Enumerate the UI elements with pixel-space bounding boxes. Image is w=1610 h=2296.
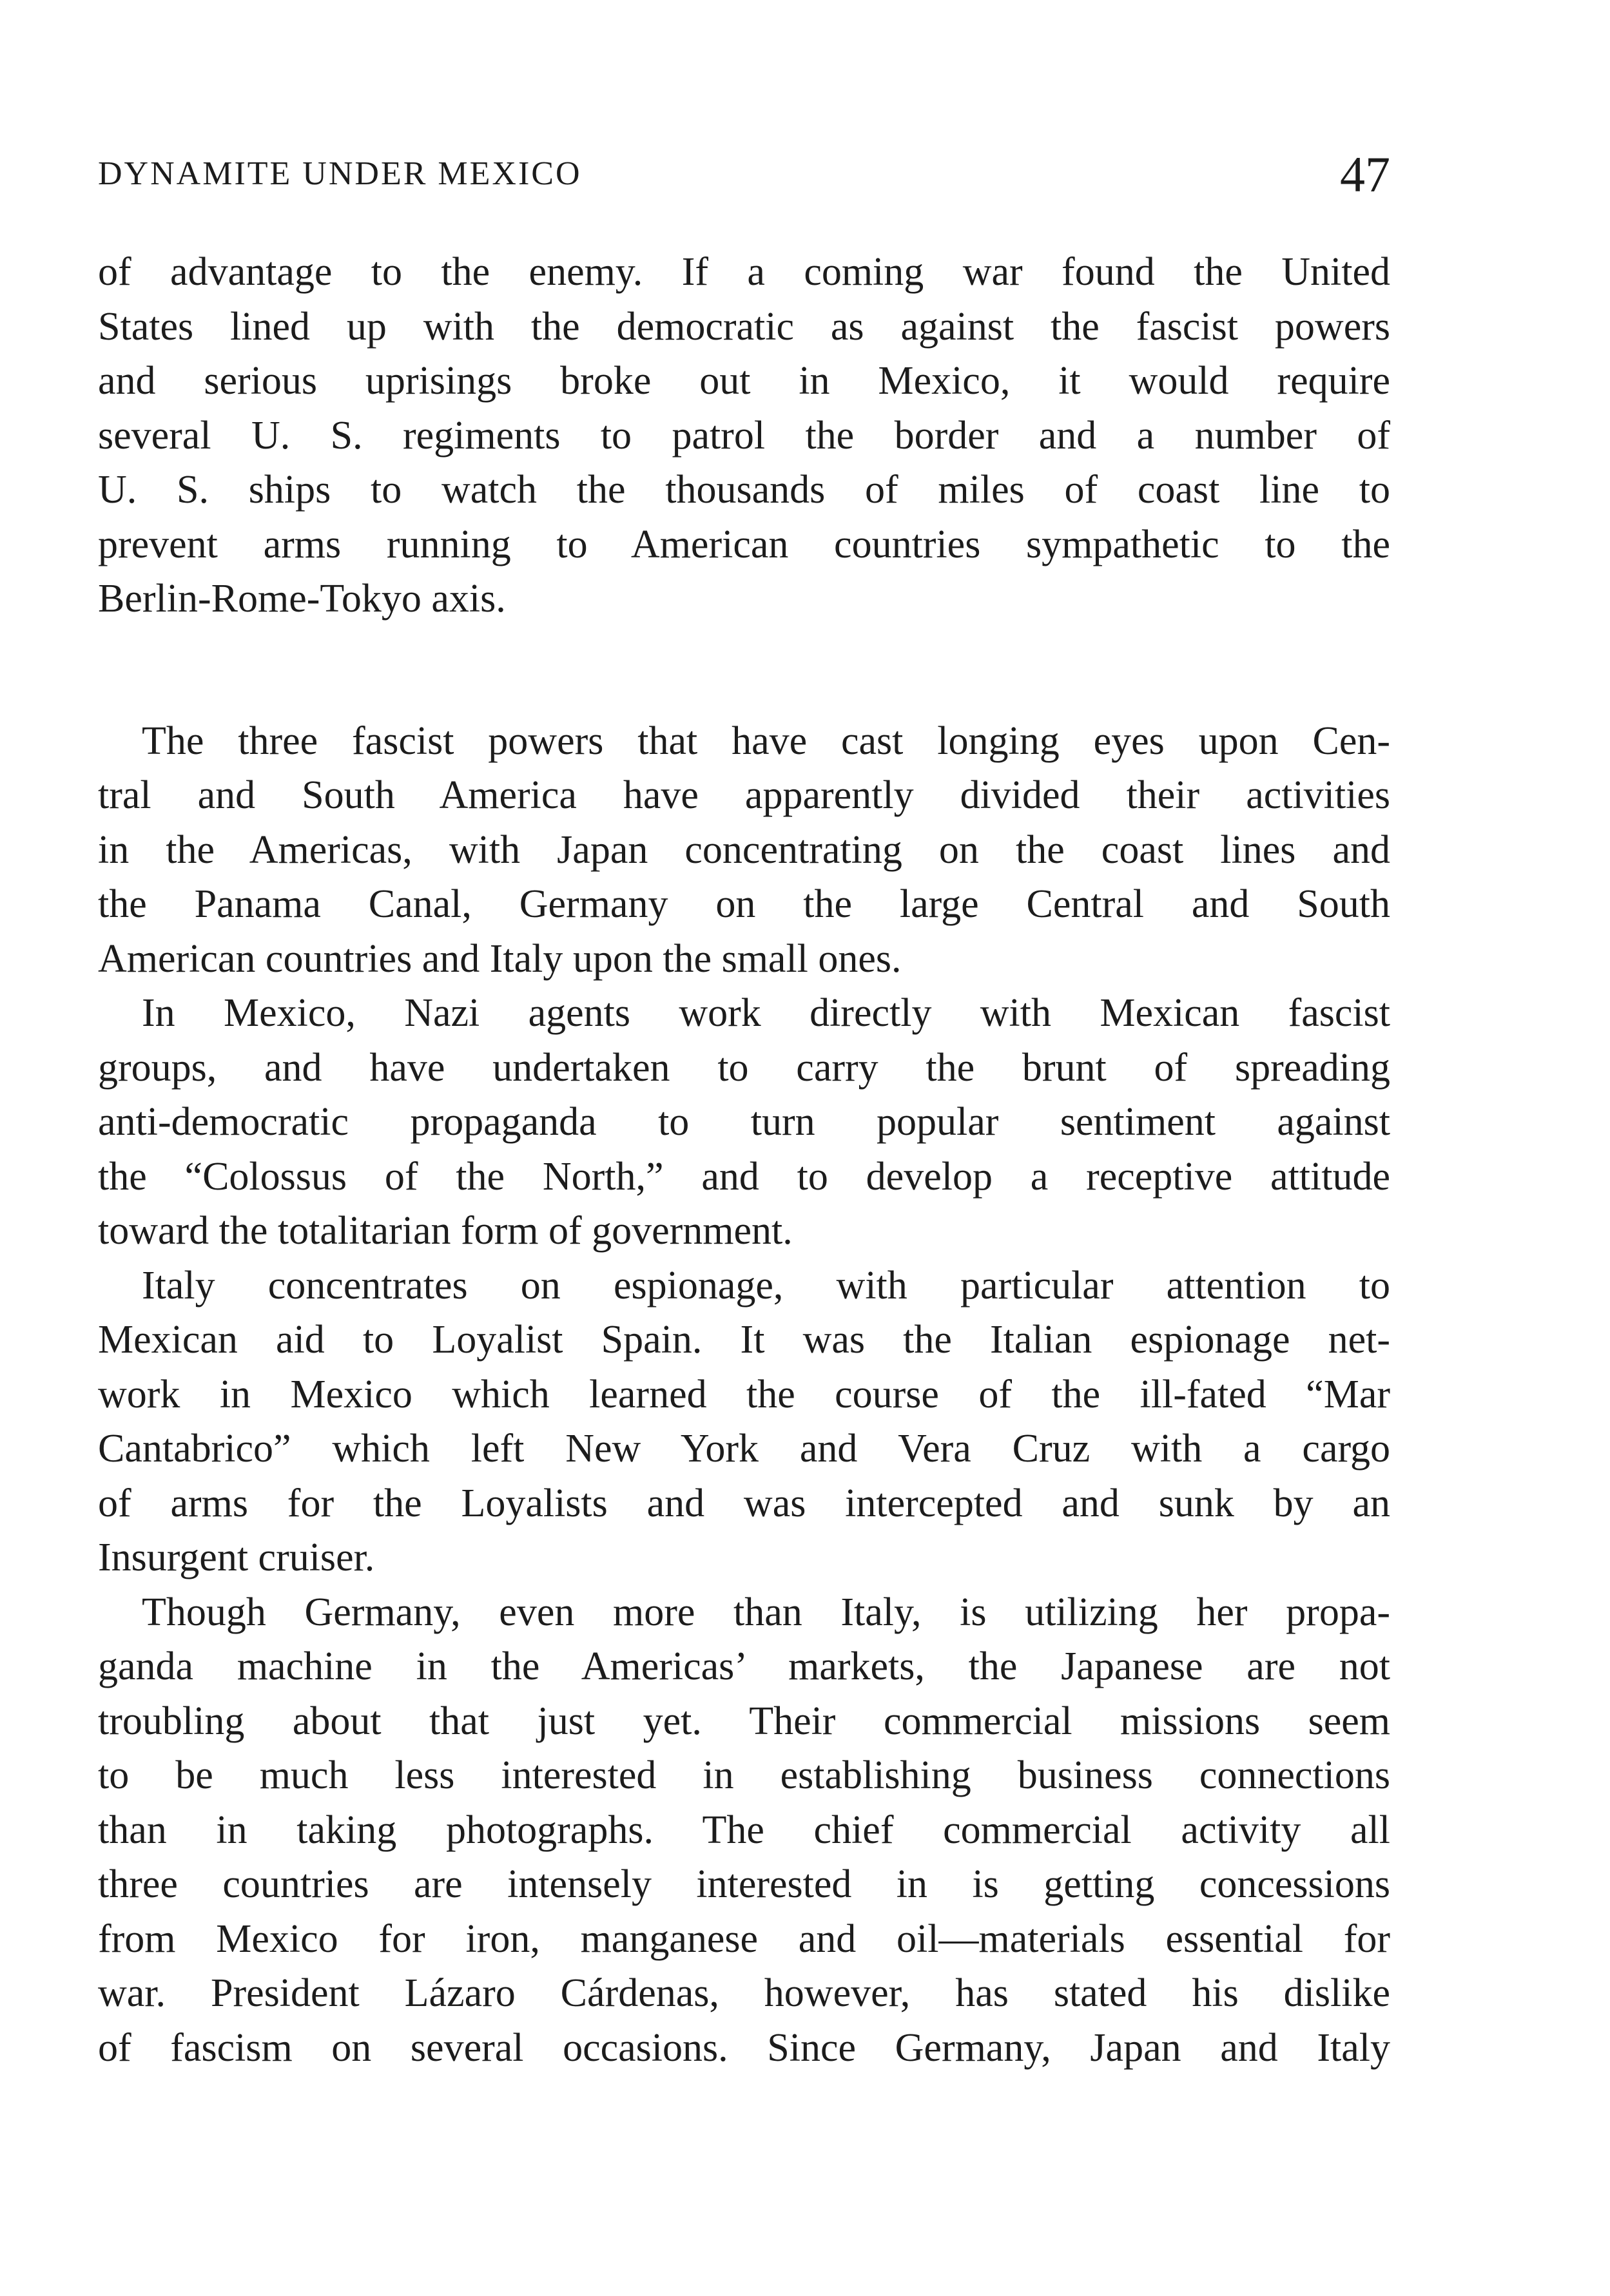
text-line: of arms for the Loyalists and was intercepted and sunk by an — [98, 1481, 1390, 1525]
paragraph-fascist-powers — [98, 714, 1390, 987]
text-line: from Mexico for iron, manganese and oil—materials essential for — [98, 1916, 1390, 1961]
text-line: toward the totalitarian form of government. — [98, 1209, 793, 1253]
text-line: American countries and Italy upon the small ones. — [98, 936, 902, 981]
text-line: prevent arms running to American countries sympathetic to the — [98, 522, 1390, 566]
text-line: Though Germany, even more than Italy, is utilizing her propa- — [142, 1590, 1390, 1634]
text-line: ganda machine in the Americas’ markets, the Japanese are not — [98, 1645, 1390, 1688]
text-line: of fascism on several occasions. Since Germany, Japan and Italy — [98, 2025, 1390, 2070]
section-break — [98, 626, 1390, 714]
text-line: Berlin-Rome-Tokyo axis. — [98, 577, 506, 621]
text-line: Italy concentrates on espionage, with particular attention to — [142, 1263, 1390, 1307]
text-line: of advantage to the enemy. If a coming war found the United — [98, 250, 1390, 294]
text-line: several U. S. regiments to patrol the border and a number of — [98, 413, 1390, 458]
paragraph-nazi-agents — [98, 986, 1390, 1259]
text-line: war. President Lázaro Cárdenas, however, has stated his dislike — [98, 1971, 1390, 2015]
running-head — [98, 146, 1390, 207]
text-line: the Panama Canal, Germany on the large Central and South — [98, 882, 1390, 926]
text-line: Cantabrico” which left New York and Vera Cruz with a cargo — [98, 1427, 1390, 1471]
text-line: three countries are intensely interested in is getting concessions — [98, 1862, 1390, 1906]
text-line: In Mexico, Nazi agents work directly with Mexican fascist — [142, 991, 1390, 1035]
text-line: work in Mexico which learned the course of the ill-fated “Mar — [98, 1372, 1390, 1416]
running-title: DYNAMITE UNDER MEXICO — [98, 155, 582, 192]
paragraph-italian-espionage — [98, 1259, 1390, 1585]
text-line: troubling about that just yet. Their commercial missions seem — [98, 1699, 1390, 1743]
text-line: Insurgent cruiser. — [98, 1536, 375, 1579]
text-line: Mexican aid to Loyalist Spain. It was the Italian espionage net- — [98, 1318, 1390, 1362]
text-line: and serious uprisings broke out in Mexico, it would require — [98, 359, 1390, 403]
page-body — [98, 245, 1390, 2075]
text-line: than in taking photographs. The chief commercial activity all — [98, 1808, 1390, 1852]
page-number: 47 — [1340, 146, 1390, 202]
text-line: groups, and have undertaken to carry the brunt of spreading — [98, 1045, 1390, 1090]
text-line: anti-democratic propaganda to turn popular sentiment against — [98, 1100, 1390, 1144]
text-line: States lined up with the democratic as against the fascist powers — [98, 304, 1390, 349]
paragraph-commercial-missions — [98, 1585, 1390, 2076]
text-line: The three fascist powers that have cast longing eyes upon Cen- — [142, 719, 1390, 763]
text-line: the “Colossus of the North,” and to develop a receptive attitude — [98, 1154, 1390, 1199]
text-line: in the Americas, with Japan concentrating on the coast lines and — [98, 827, 1390, 872]
text-line: U. S. ships to watch the thousands of miles of coast line to — [98, 468, 1390, 512]
text-line: to be much less interested in establishing business connections — [98, 1753, 1390, 1797]
paragraph-continuation — [98, 245, 1390, 626]
text-line: tral and South America have apparently divided their activities — [98, 773, 1390, 817]
